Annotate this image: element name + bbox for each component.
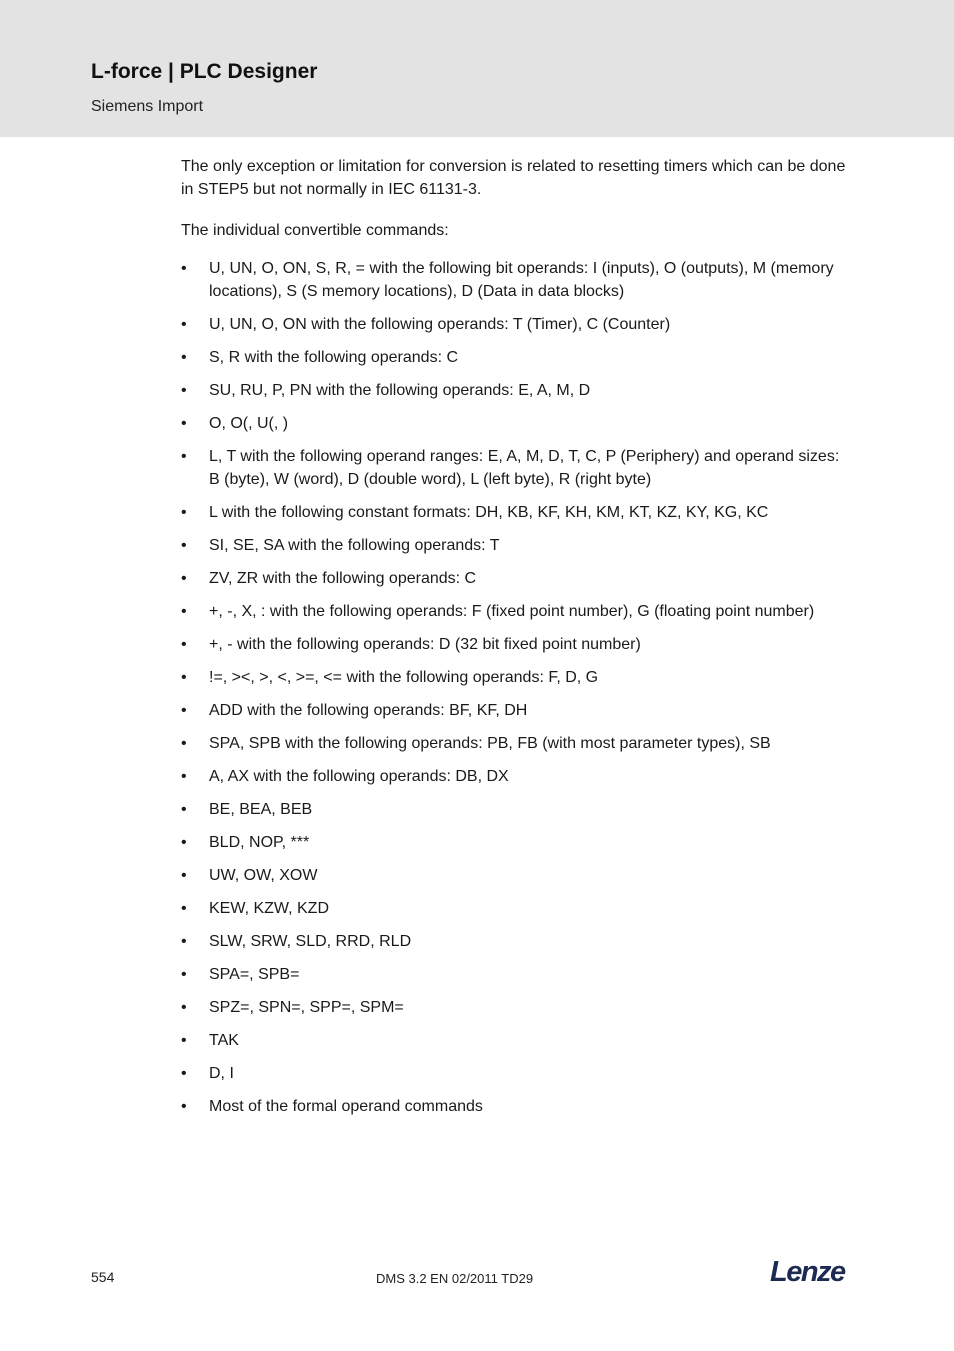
command-list-item: • UW, OW, XOW (181, 864, 846, 887)
command-list-item: • SU, RU, P, PN with the following operands: E, A, M, D (181, 379, 846, 402)
command-list-item: • SPA=, SPB= (181, 963, 846, 986)
command-list-item: • +, -, X, : with the following operands: F (fixed point number), G (floating point number) (181, 600, 846, 623)
command-list-item: • SPZ=, SPN=, SPP=, SPM= (181, 996, 846, 1019)
command-list-item: • O, O(, U(, ) (181, 412, 846, 435)
command-list-item: • ZV, ZR with the following operands: C (181, 567, 846, 590)
command-list-item: • D, I (181, 1062, 846, 1085)
command-list-item: • BE, BEA, BEB (181, 798, 846, 821)
command-list-item: • !=, ><, >, <, >=, <= with the following operands: F, D, G (181, 666, 846, 689)
command-list-item: • A, AX with the following operands: DB, DX (181, 765, 846, 788)
command-list-item: • SLW, SRW, SLD, RRD, RLD (181, 930, 846, 953)
command-list-item: • SPA, SPB with the following operands: PB, FB (with most parameter types), SB (181, 732, 846, 755)
command-list-item: • TAK (181, 1029, 846, 1052)
command-list-item: • BLD, NOP, *** (181, 831, 846, 854)
page-content (181, 155, 846, 1128)
page-number: 554 (91, 1269, 115, 1285)
command-list-item: • SI, SE, SA with the following operands: T (181, 534, 846, 557)
command-list-item: • L, T with the following operand ranges: E, A, M, D, T, C, P (Periphery) and operand sizes: B (byte), W (word), D (double word), L (left byte), R (right byte) (181, 445, 846, 491)
command-list-item: • U, UN, O, ON with the following operands: T (Timer), C (Counter) (181, 313, 846, 336)
command-list (181, 257, 846, 1118)
section-subtitle: Siemens Import (91, 98, 204, 115)
command-list-item: • KEW, KZW, KZD (181, 897, 846, 920)
list-lead-paragraph: The individual convertible commands: (181, 222, 449, 239)
intro-paragraph: The only exception or limitation for conversion is related to resetting timers which can be done in STEP5 but not normally in IEC 61131-3. (181, 158, 846, 198)
lenze-logo: Lenze (770, 1256, 845, 1288)
command-list-item: • +, - with the following operands: D (32 bit fixed point number) (181, 633, 846, 656)
command-list-item: • Most of the formal operand commands (181, 1095, 846, 1118)
command-list-item: • ADD with the following operands: BF, KF, DH (181, 699, 846, 722)
command-list-item: • L with the following constant formats: DH, KB, KF, KH, KM, KT, KZ, KY, KG, KC (181, 501, 846, 524)
command-list-item: • U, UN, O, ON, S, R, = with the following bit operands: I (inputs), O (outputs), M (memory locations), S (S memory locations), D (Data in data blocks) (181, 257, 846, 303)
document-title: L-force | PLC Designer (91, 60, 318, 83)
document-id: DMS 3.2 EN 02/2011 TD29 (376, 1271, 534, 1286)
command-list-item: • S, R with the following operands: C (181, 346, 846, 369)
